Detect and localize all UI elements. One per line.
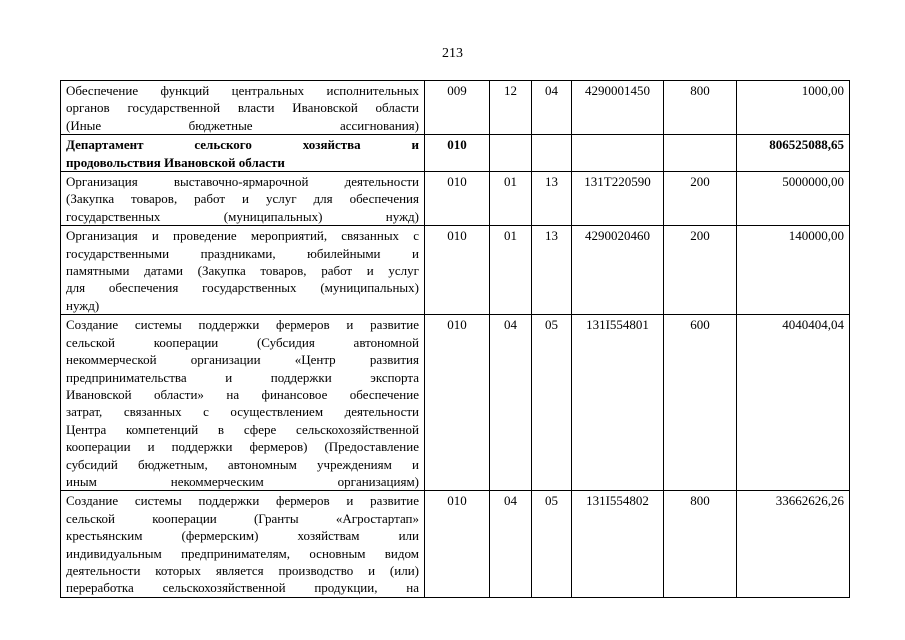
expense-name-line: иным некоммерческим организациям) bbox=[66, 473, 419, 489]
target-article-cell: 4290001450 bbox=[572, 81, 664, 135]
expense-name-line: субсидий бюджетным, автономным учреждениям и bbox=[66, 456, 419, 472]
expense-type-cell: 800 bbox=[664, 491, 737, 597]
expense-name-cell bbox=[61, 226, 425, 315]
ministry-code-cell: 010 bbox=[425, 315, 490, 491]
expense-name-line: крестьянским (фермерским) хозяйствам или bbox=[66, 528, 419, 544]
table-row bbox=[61, 226, 850, 315]
amount-cell: 1000,00 bbox=[737, 81, 850, 135]
budget-table bbox=[60, 80, 850, 598]
ministry-code-cell: 010 bbox=[425, 226, 490, 315]
subsection-code-cell: 04 bbox=[532, 81, 572, 135]
expense-name-cell bbox=[61, 135, 425, 172]
section-code-cell: 04 bbox=[490, 315, 532, 491]
table-row bbox=[61, 315, 850, 491]
expense-name-cell bbox=[61, 172, 425, 226]
expense-name-line: (Закупка товаров, работ и услуг для обеспечения bbox=[66, 191, 419, 207]
expense-type-cell: 200 bbox=[664, 172, 737, 226]
section-code-cell: 04 bbox=[490, 491, 532, 597]
page-number: 213 bbox=[442, 46, 463, 61]
target-article-cell: 131I554801 bbox=[572, 315, 664, 491]
expense-name-line: деятельности которых является производство и (или) bbox=[66, 562, 419, 578]
ministry-code-cell: 010 bbox=[425, 172, 490, 226]
target-article-cell: 4290020460 bbox=[572, 226, 664, 315]
table-row bbox=[61, 172, 850, 226]
target-article-cell bbox=[572, 135, 664, 172]
expense-name-line: предпринимательства и поддержки экспорта bbox=[66, 369, 419, 385]
subsection-code-cell bbox=[532, 135, 572, 172]
target-article-cell: 131Т220590 bbox=[572, 172, 664, 226]
expense-name-line: Организация и проведение мероприятий, связанных с bbox=[66, 228, 419, 244]
subsection-code-cell: 05 bbox=[532, 315, 572, 491]
ministry-code-cell: 010 bbox=[425, 491, 490, 597]
expense-name-line: сельской кооперации (Гранты «Агростартап» bbox=[66, 510, 419, 526]
expense-name-line: Ивановской области» на финансовое обеспечение bbox=[66, 386, 419, 402]
expense-name-line: государственных (муниципальных) нужд) bbox=[66, 208, 419, 224]
target-article-cell: 131I554802 bbox=[572, 491, 664, 597]
amount-cell: 140000,00 bbox=[737, 226, 850, 315]
expense-name-line: кооперации и поддержки фермеров) (Предоставление bbox=[66, 439, 419, 455]
expense-type-cell: 800 bbox=[664, 81, 737, 135]
expense-name-line: некоммерческой организации «Центр развития bbox=[66, 352, 419, 368]
expense-name-line: Создание системы поддержки фермеров и развитие bbox=[66, 317, 419, 333]
expense-name-line: продовольствия Ивановской области bbox=[66, 154, 285, 170]
section-code-cell: 01 bbox=[490, 226, 532, 315]
expense-name-line: сельской кооперации (Субсидия автономной bbox=[66, 334, 419, 350]
expense-name-line: переработка сельскохозяйственной продукции, на bbox=[66, 580, 419, 596]
table-row bbox=[61, 135, 850, 172]
expense-type-cell: 600 bbox=[664, 315, 737, 491]
amount-cell: 33662626,26 bbox=[737, 491, 850, 597]
expense-name-line: (Иные бюджетные ассигнования) bbox=[66, 117, 419, 133]
expense-name-line: памятными датами (Закупка товаров, работ и услуг bbox=[66, 263, 419, 279]
expense-name-line: органов государственной власти Ивановской области bbox=[66, 100, 419, 116]
expense-name-line: Создание системы поддержки фермеров и развитие bbox=[66, 493, 419, 509]
amount-cell: 806525088,65 bbox=[737, 135, 850, 172]
table-row bbox=[61, 81, 850, 135]
expense-name-cell bbox=[61, 81, 425, 135]
subsection-code-cell: 13 bbox=[532, 172, 572, 226]
section-code-cell: 01 bbox=[490, 172, 532, 226]
subsection-code-cell: 13 bbox=[532, 226, 572, 315]
table-body bbox=[61, 81, 850, 598]
expense-name-line: Обеспечение функций центральных исполнительных bbox=[66, 83, 419, 98]
expense-name-line: затрат, связанных с осуществлением деятельности bbox=[66, 404, 419, 420]
expense-name-cell bbox=[61, 315, 425, 491]
expense-name-line: нужд) bbox=[66, 297, 100, 313]
expense-name-line: Центра компетенций в сфере сельскохозяйственной bbox=[66, 421, 419, 437]
expense-name-line: государственными праздниками, юбилейными и bbox=[66, 245, 419, 261]
amount-cell: 4040404,04 bbox=[737, 315, 850, 491]
expense-type-cell bbox=[664, 135, 737, 172]
section-code-cell bbox=[490, 135, 532, 172]
expense-name-line: индивидуальным предпринимателям, основным видом bbox=[66, 545, 419, 561]
expense-name-line: для обеспечения государственных (муниципальных) bbox=[66, 280, 419, 296]
expense-type-cell: 200 bbox=[664, 226, 737, 315]
subsection-code-cell: 05 bbox=[532, 491, 572, 597]
expense-name-cell bbox=[61, 491, 425, 597]
amount-cell: 5000000,00 bbox=[737, 172, 850, 226]
ministry-code-cell: 010 bbox=[425, 135, 490, 172]
expense-name-line: Департамент сельского хозяйства и bbox=[66, 137, 419, 153]
table-row bbox=[61, 491, 850, 597]
expense-name-line: Организация выставочно-ярмарочной деятельности bbox=[66, 174, 419, 190]
ministry-code-cell: 009 bbox=[425, 81, 490, 135]
section-code-cell: 12 bbox=[490, 81, 532, 135]
